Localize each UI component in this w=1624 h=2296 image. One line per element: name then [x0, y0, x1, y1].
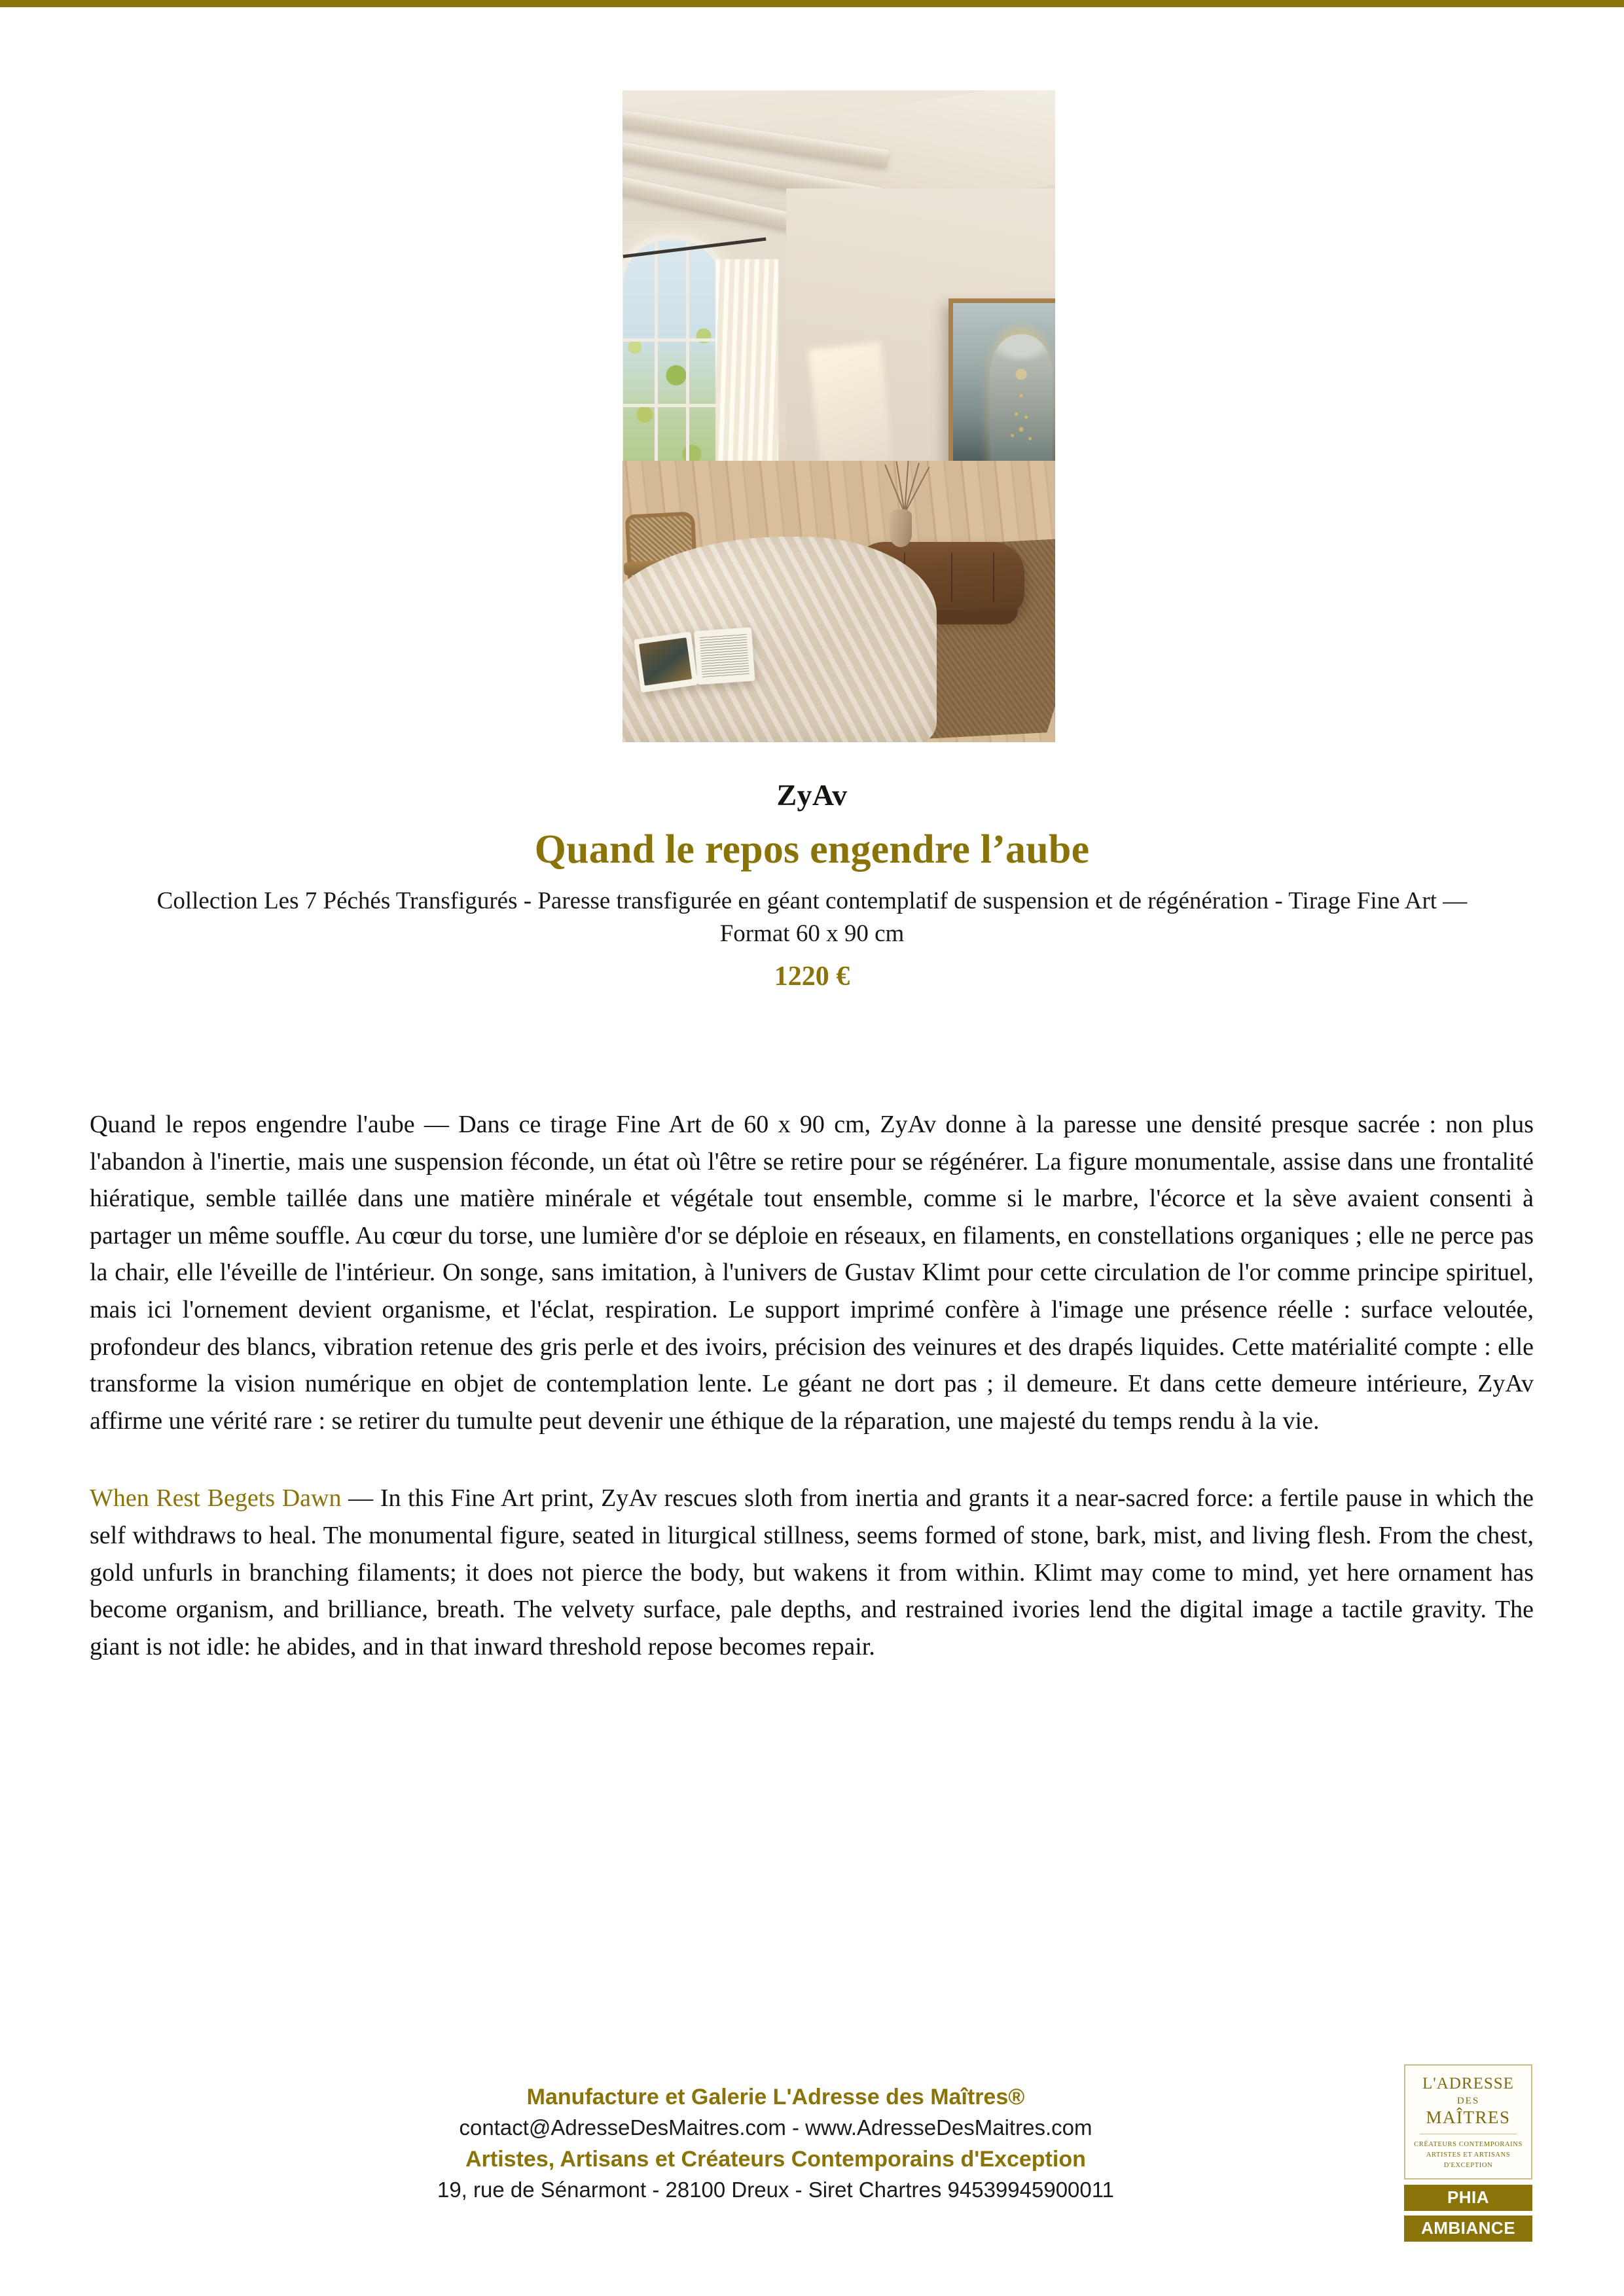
window-muntin [623, 338, 721, 342]
footer-contact-line[interactable]: contact@AdresseDesMaitres.com - www.AdresseDesMaitres.com [459, 2115, 1092, 2140]
photo-scene [623, 90, 1055, 742]
logo-line-3: MAÎTRES [1426, 2108, 1511, 2127]
page-title: Quand le repos engendre l’aube [534, 827, 1090, 872]
logo-line-1: L'ADRESSE [1422, 2075, 1514, 2092]
footer-contact-block [236, 2081, 1316, 2206]
logo-tagline-1: CRÉATEURS CONTEMPORAINS [1414, 2141, 1523, 2148]
title-block [0, 778, 1624, 992]
description-en-lead: When Rest Begets Dawn [90, 1484, 342, 1513]
description-en-rest: — In this Fine Art print, ZyAv rescues sloth from inertia and grants it a near-sacred force: a fertile pause in which the self withdraws to heal. The monumental figure, seated in liturgical stillness, seems formed of stone, bark, mist, and living flesh. From the chest, gold unfurls in branching filaments; it does not pierce the body, but wakens it from within. Klimt may come to mind, yet here ornament has become organism, and brilliance, breath. The velvety surface, pale depths, and restrained ivories lend the digital image a tactile gravity. The giant is not idle: he abides, and in that inward threshold repose becomes repair. [90, 1484, 1534, 1660]
adresse-des-maitres-logo [1404, 2064, 1532, 2179]
description-en [90, 1480, 1534, 1665]
window-muntin [623, 404, 721, 407]
logo-tagline-3: D'EXCEPTION [1443, 2161, 1493, 2169]
artwork-room-photo [623, 90, 1055, 742]
top-gold-rule [0, 0, 1624, 7]
description-body [90, 1106, 1534, 1666]
footer-slogan: Artistes, Artisans et Créateurs Contemporains d'Exception [465, 2147, 1086, 2172]
terracotta-vase [890, 509, 912, 547]
footer-address: 19, rue de Sénarmont - 28100 Dreux - Siret Chartres 94539945900011 [437, 2178, 1115, 2202]
description-fr: Quand le repos engendre l'aube — Dans ce tirage Fine Art de 60 x 90 cm, ZyAv donne à la paresse une densité presque sacrée : non plus l'abandon à l'inertie, mais une suspension féconde, un état où l'être se retire pour se régénérer. La figure monumentale, assise dans une frontalité hiératique, semble taillée dans une matière minérale et végétale tout ensemble, comme si le marbre, l'écorce et la sève avaient consenti à partager un même souffle. Au cœur du torse, une lumière d'or se déploie en réseaux, en filaments, en constellations organiques ; elle ne perce pas la chair, elle l'éveille de l'intérieur. On songe, sans imitation, à l'univers de Gustav Klimt pour cette circulation de l'or comme principe spirituel, mais ici l'ornement devient organisme, et l'éclat, respiration. Le support imprimé confère à l'image une présence réelle : surface veloutée, profondeur des blancs, vibration retenue des gris perle et des ivoirs, précision des veinures et des drapés liquides. Cette matérialité compte : elle transforme la vision numérique en objet de contemplation lente. Le géant ne dort pas ; il demeure. Et dans cette demeure intérieure, ZyAv affirme une vérité rare : se retirer du tumulte peut devenir une éthique de la réparation, une majesté du temps rendu à la vie. [90, 1111, 1534, 1435]
page-footer [0, 2058, 1624, 2254]
dried-branches [882, 457, 929, 513]
logo-tagline-2: ARTISTES ET ARTISANS [1426, 2151, 1511, 2159]
brand-bar-phia: PHIA [1404, 2185, 1532, 2211]
artist-name: ZyAv [776, 778, 848, 812]
sideboard-seam [951, 552, 952, 602]
sideboard-seam [993, 552, 994, 602]
book-page-left [634, 632, 698, 692]
work-subtitle: Collection Les 7 Péchés Transfigurés - Paresse transfigurée en géant contemplatif de suspension et de régénération - Tirage Fine Art — Format 60 x 90 cm [156, 888, 1468, 947]
footer-company-name: Manufacture et Galerie L'Adresse des Maîtres® [526, 2085, 1025, 2109]
logo-line-2: DES [1456, 2096, 1480, 2106]
book-page-right [694, 627, 755, 685]
price-label: 1220 € [774, 961, 850, 992]
brand-bar-ambiance: AMBIANCE [1404, 2215, 1532, 2242]
brand-logo-lockup [1404, 2064, 1532, 2242]
